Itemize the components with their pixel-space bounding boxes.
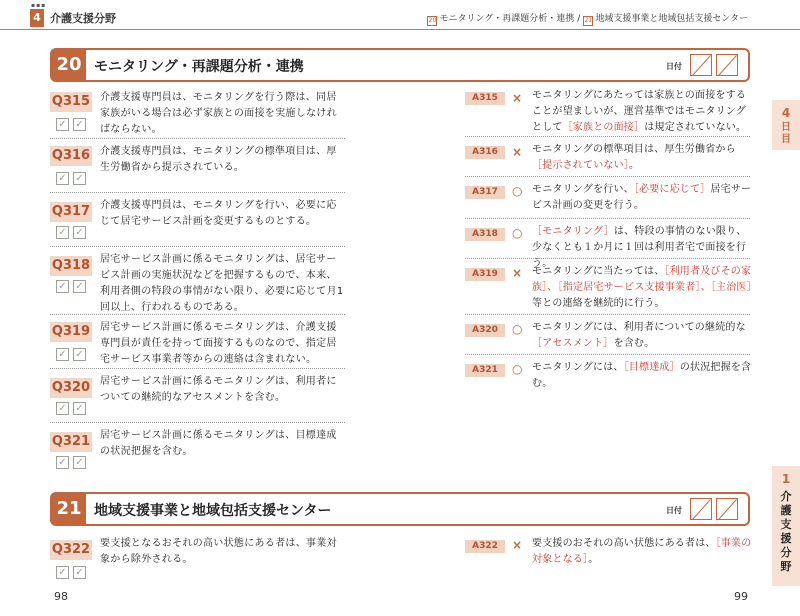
divider	[465, 176, 750, 177]
section-number: 21	[52, 494, 86, 524]
header-topic-1: モニタリング・再課題分析・連携	[439, 14, 575, 24]
question-checkboxes	[56, 566, 90, 580]
question-text: 介護支援専門員は、モニタリングの標準項目は、厚生労働省から提示されている。	[100, 146, 337, 173]
answer-keyword: ［利用者及びその家族］、［指定居宅サービス支援事業者］、［主治医］	[532, 266, 757, 293]
divider	[465, 218, 750, 219]
date-box-1[interactable]	[690, 54, 712, 76]
answer-text-before: モニタリングに当たっては、	[532, 266, 665, 277]
question-number: Q315	[50, 92, 92, 112]
answer-text-after: 等との連絡を継続的に行う。	[532, 298, 665, 309]
page-number-right: 99	[734, 590, 748, 603]
divider	[465, 354, 750, 355]
date-label: 日付	[666, 506, 682, 515]
section-title: モニタリング・再課題分析・連携	[94, 59, 304, 75]
answer-number: A315	[465, 92, 505, 105]
check-box-2[interactable]: ✓	[73, 118, 86, 131]
question-text: 居宅サービス計画に係るモニタリングは、居宅サービス計画の実施状況などを把握するもので、本来、利用者側の特段の事情がない限り、必要に応じて月1回以上、行われるものである。	[100, 254, 344, 313]
check-box-1[interactable]: ✓	[56, 280, 69, 293]
divider	[465, 136, 750, 137]
check-box-2[interactable]: ✓	[73, 348, 86, 361]
question-number: Q321	[50, 432, 92, 452]
check-box-2[interactable]: ✓	[73, 172, 86, 185]
answer-text-before: モニタリングを行い、	[532, 184, 634, 195]
tab-dots-decoration: ▪▪▪	[31, 2, 47, 9]
side-day-tab[interactable]	[772, 100, 800, 150]
check-box-1[interactable]: ✓	[56, 172, 69, 185]
question-number: Q318	[50, 256, 92, 276]
answer-text-after: 。	[588, 554, 599, 565]
side-section-tab[interactable]	[772, 466, 800, 586]
side-section-number: 1	[781, 472, 791, 486]
divider	[50, 422, 345, 423]
answer-text	[532, 264, 757, 312]
divider	[50, 138, 345, 139]
section-number: 20	[52, 50, 86, 80]
question-checkboxes	[56, 280, 90, 294]
section-banner-21	[50, 492, 750, 526]
answer-mark: ×	[512, 538, 523, 552]
check-box-1[interactable]: ✓	[56, 402, 69, 415]
answer-text-after: の状況把握を含む。	[532, 362, 752, 389]
answer-text-before: モニタリングの標準項目は、厚生労働省から	[532, 144, 736, 155]
check-box-1[interactable]: ✓	[56, 226, 69, 239]
answer-text-after: は規定されていない。	[644, 122, 747, 133]
answer-mark: ×	[512, 91, 523, 105]
question-number: Q317	[50, 202, 92, 222]
question-text: 介護支援専門員は、モニタリングを行い、必要に応じて居宅サービス計画を変更するものとする。	[100, 200, 337, 227]
answer-mark: ○	[512, 226, 523, 240]
answer-mark: ×	[512, 266, 523, 280]
side-section-label: 介護支援分野	[780, 490, 792, 573]
question-text: 介護支援専門員は、モニタリングを行う際は、同居家族がいる場合は必ず家族との面接を実施しなければならない。	[100, 92, 337, 135]
question-checkboxes	[56, 226, 90, 240]
question-checkboxes	[56, 118, 90, 132]
check-box-2[interactable]: ✓	[73, 226, 86, 239]
header-topics	[427, 11, 748, 26]
topic-21-icon: 21	[584, 17, 593, 24]
day-tab: 4	[30, 9, 44, 27]
answer-mark: ○	[512, 362, 523, 376]
answer-mark: ○	[512, 322, 523, 336]
question-text: 要支援となるおそれの高い状態にある者は、事業対象から除外される。	[100, 538, 337, 565]
page-header	[0, 0, 800, 30]
answer-text-after: 居宅サービス計画の変更を行う。	[532, 184, 752, 211]
answer-text-after: 。	[629, 160, 640, 171]
answer-mark: ○	[512, 184, 523, 198]
topic-20-icon: 20	[428, 17, 437, 24]
answer-number: A317	[465, 186, 505, 199]
answer-text	[532, 360, 752, 392]
check-box-2[interactable]: ✓	[73, 456, 86, 469]
answer-text-after: を含む。	[613, 338, 655, 349]
check-box-1[interactable]: ✓	[56, 118, 69, 131]
answer-number: A320	[465, 324, 505, 337]
answer-mark: ×	[512, 145, 523, 159]
check-box-1[interactable]: ✓	[56, 456, 69, 469]
question-checkboxes	[56, 348, 90, 362]
answer-keyword: ［家族との面接］	[562, 122, 645, 133]
check-box-2[interactable]: ✓	[73, 566, 86, 579]
answer-number: A318	[465, 228, 505, 241]
page-number-left: 98	[54, 590, 68, 603]
answer-keyword: ［事業の対象となる］	[532, 538, 752, 565]
question-text: 居宅サービス計画に係るモニタリングは、利用者についての継続的なアセスメントを含む。	[100, 376, 337, 403]
answer-keyword: ［提示されていない］	[532, 160, 629, 171]
divider	[50, 314, 345, 315]
question-number: Q319	[50, 322, 92, 342]
date-box-2[interactable]	[716, 54, 738, 76]
divider	[465, 314, 750, 315]
date-label: 日付	[666, 62, 682, 71]
question-number: Q322	[50, 540, 92, 560]
answer-keyword: ［モニタリング］	[532, 226, 614, 237]
answer-text	[532, 88, 752, 136]
answer-text-before: モニタリングには、利用者についての継続的な	[532, 322, 746, 333]
question-text: 居宅サービス計画に係るモニタリングは、目標達成の状況把握を含む。	[100, 430, 337, 457]
question-checkboxes	[56, 456, 90, 470]
answer-keyword: ［必要に応じて］	[633, 184, 711, 195]
date-box-2[interactable]	[716, 498, 738, 520]
check-box-2[interactable]: ✓	[73, 280, 86, 293]
answer-keyword: ［アセスメント］	[532, 338, 614, 349]
section-banner-20	[50, 48, 750, 82]
divider	[465, 258, 750, 259]
question-text: 居宅サービス計画に係るモニタリングは、介護支援専門員が責任を持って面接するものなので、指定居宅サービス事業者等からの連絡は含まれない。	[100, 322, 337, 365]
question-number: Q316	[50, 146, 92, 166]
date-box-1[interactable]	[690, 498, 712, 520]
answer-text-after: は、特段の事情のない限り、少なくとも１か月に１回は利用者宅で面接を行う。	[532, 226, 747, 269]
check-box-2[interactable]: ✓	[73, 402, 86, 415]
question-checkboxes	[56, 402, 90, 416]
header-separator: /	[577, 14, 581, 24]
divider	[50, 192, 345, 193]
answer-text	[532, 320, 752, 352]
answer-text	[532, 536, 752, 568]
answer-text	[532, 182, 752, 214]
answer-text-before: 要支援のおそれの高い状態にある者は、	[532, 538, 716, 549]
section-title: 地域支援事業と地域包括支援センター	[94, 503, 332, 519]
divider	[50, 246, 345, 247]
side-day-number: 4	[781, 106, 791, 120]
check-box-1[interactable]: ✓	[56, 348, 69, 361]
header-section-title: 介護支援分野	[50, 12, 116, 25]
answer-number: A322	[465, 540, 505, 553]
answer-number: A319	[465, 268, 505, 281]
answer-number: A316	[465, 146, 505, 159]
answer-text-before: モニタリングにあたっては家族との面接をすることが望ましいが、運営基準ではモニタリングとして	[532, 90, 746, 133]
answer-number: A321	[465, 364, 505, 377]
answer-keyword: ［目標達成］	[623, 362, 680, 373]
question-number: Q320	[50, 378, 92, 398]
answer-text	[532, 142, 752, 174]
divider	[50, 368, 345, 369]
check-box-1[interactable]: ✓	[56, 566, 69, 579]
header-topic-2: 地域支援事業と地域包括支援センター	[595, 14, 748, 24]
answer-text-before: モニタリングには、	[532, 362, 624, 373]
question-checkboxes	[56, 172, 90, 186]
side-day-label: 日目	[781, 122, 791, 145]
